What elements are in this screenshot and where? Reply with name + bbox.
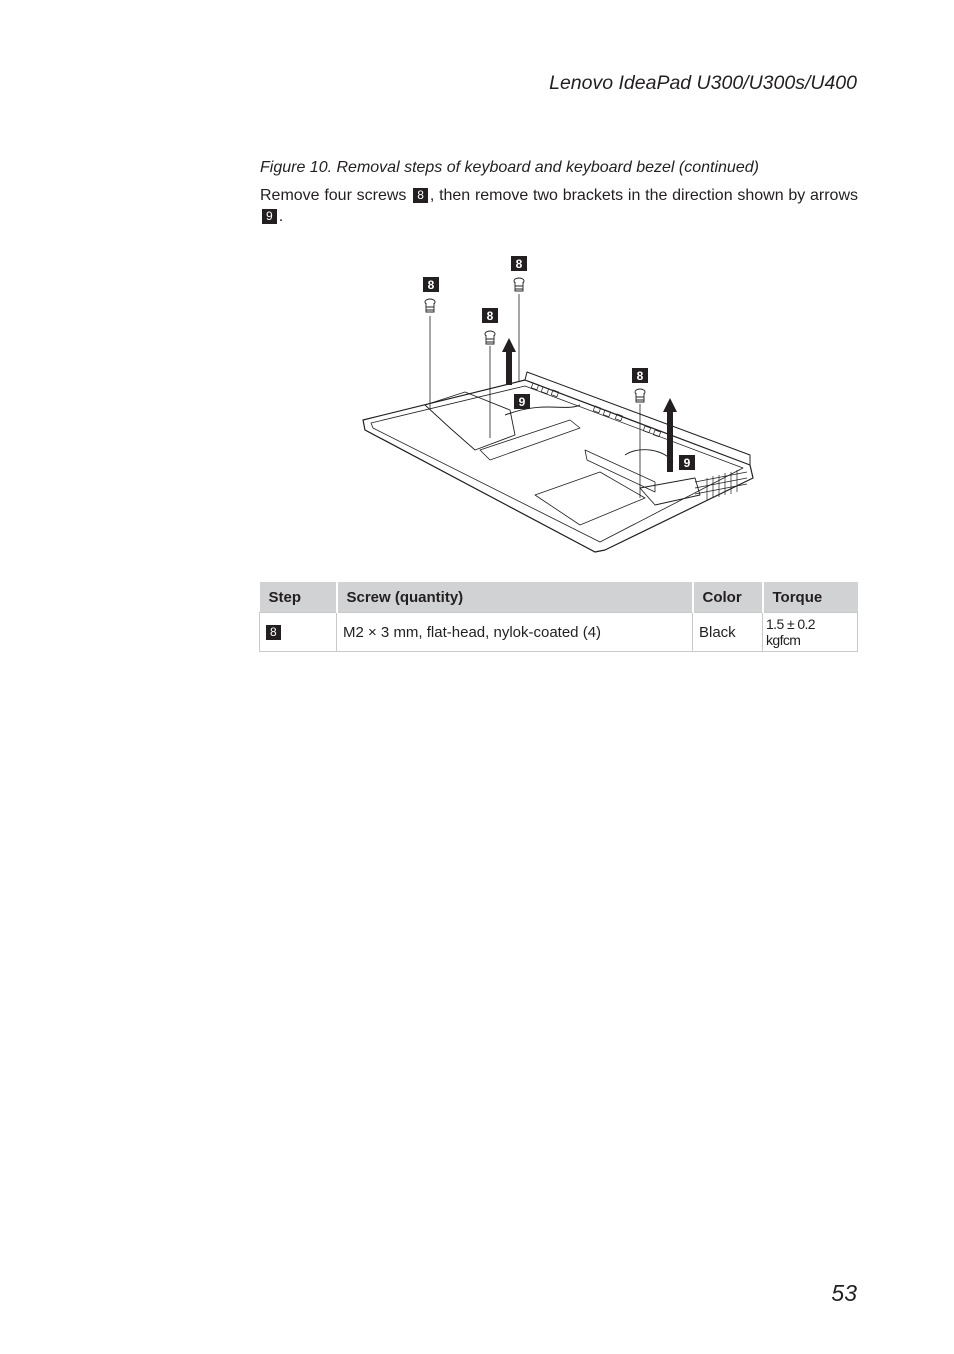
center-plate (480, 420, 580, 460)
instruction-text (260, 185, 858, 227)
callout-8-right (632, 368, 648, 383)
callout-8-center (482, 308, 498, 323)
cell-torque: 1.5 ± 0.2 kgfcm (763, 613, 858, 652)
step-9-badge: 9 (262, 209, 277, 224)
figure-caption: Figure 10. Removal steps of keyboard and keyboard bezel (continued) (260, 159, 759, 176)
header-color: Color (693, 582, 763, 613)
svg-text:8: 8 (486, 309, 494, 323)
keyboard-bezel-diagram (355, 250, 765, 560)
header-step: Step (260, 582, 337, 613)
laptop-base-illustration (355, 250, 765, 560)
header-screw: Screw (quantity) (337, 582, 693, 613)
cell-screw: M2 × 3 mm, flat-head, nylok-coated (4) (337, 613, 693, 652)
step-8-badge: 8 (413, 188, 428, 203)
cell-step (260, 613, 337, 652)
svg-text:8: 8 (636, 369, 644, 383)
table-row (260, 613, 858, 652)
instruction-part-1: Remove four screws (260, 187, 412, 204)
callout-8-top-left (423, 277, 439, 292)
screw-spec-table (259, 582, 858, 652)
callout-8-top-center (511, 256, 527, 271)
step-8-badge: 8 (266, 625, 281, 640)
right-bracket-frame (640, 478, 700, 505)
table-header-row (260, 582, 858, 613)
page-number: 53 (831, 1280, 857, 1306)
back-wall (525, 372, 750, 465)
left-bracket-frame (425, 392, 515, 450)
right-rail (585, 450, 655, 492)
fan-housing (625, 450, 673, 462)
cell-color: Black (693, 613, 763, 652)
svg-text:8: 8 (515, 257, 523, 271)
callout-9-left (514, 394, 530, 409)
instruction-part-3: . (278, 208, 284, 225)
instruction-part-2: , then remove two brackets in the direction shown by arrows (429, 187, 859, 204)
document-header-title: Lenovo IdeaPad U300/U300s/U400 (549, 72, 857, 94)
svg-text:8: 8 (427, 278, 435, 292)
svg-text:9: 9 (518, 395, 526, 409)
callout-9-right (679, 455, 695, 470)
header-torque: Torque (763, 582, 858, 613)
svg-text:9: 9 (683, 456, 691, 470)
